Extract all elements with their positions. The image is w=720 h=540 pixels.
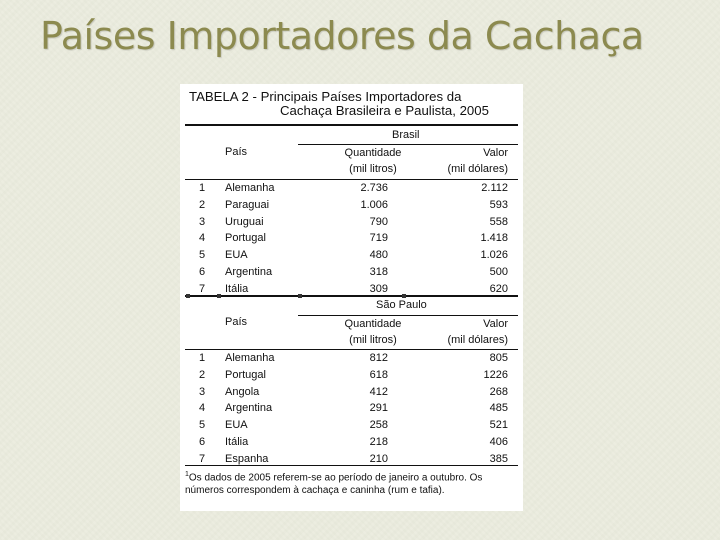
- rank-cell: 2: [199, 198, 206, 211]
- country-cell: Paraguai: [225, 198, 270, 211]
- qty-cell: 812: [369, 352, 388, 364]
- qty-cell: 618: [369, 368, 388, 381]
- marker: [186, 294, 190, 298]
- qty-cell: 318: [369, 266, 388, 278]
- rank-cell: 1: [199, 352, 206, 364]
- country-cell: Itália: [225, 282, 249, 295]
- footnote: [185, 469, 517, 497]
- val-cell: 521: [489, 419, 508, 432]
- qty-cell: 2.736: [360, 182, 388, 194]
- caption-line-1: TABELA 2 - Principais Países Importadores da: [189, 89, 462, 104]
- qty-cell: 210: [369, 452, 388, 465]
- country-cell: Espanha: [225, 452, 269, 465]
- val-cell: 1226: [483, 368, 508, 381]
- val-cell: 620: [489, 282, 508, 295]
- rank-cell: 6: [199, 266, 206, 278]
- qty-cell: 719: [369, 232, 388, 245]
- section-rule: [298, 315, 518, 316]
- country-cell: EUA: [225, 249, 248, 262]
- val-cell: 593: [489, 198, 508, 211]
- section-rule: [298, 144, 518, 145]
- header-qty-unit: (mil litros): [349, 334, 397, 346]
- rank-cell: 2: [199, 368, 206, 381]
- rank-cell: 5: [199, 249, 206, 262]
- header-value: Valor: [483, 318, 508, 330]
- qty-cell: 412: [369, 385, 388, 398]
- country-cell: Uruguai: [225, 215, 264, 228]
- val-cell: 805: [489, 352, 508, 364]
- section-title-sao-paulo: São Paulo: [376, 299, 427, 311]
- marker: [217, 294, 221, 298]
- section-divider: [185, 295, 518, 297]
- val-cell: 485: [489, 402, 508, 415]
- footnote-mark: 1: [185, 471, 189, 478]
- table-image: [180, 84, 523, 511]
- bottom-rule: [185, 465, 518, 466]
- header-value-unit: (mil dólares): [447, 334, 508, 346]
- val-cell: 268: [489, 385, 508, 398]
- country-cell: Alemanha: [225, 352, 275, 364]
- marker: [298, 294, 302, 298]
- country-cell: Angola: [225, 385, 260, 398]
- country-cell: Portugal: [225, 368, 266, 381]
- table-caption: [189, 90, 517, 118]
- rank-cell: 6: [199, 436, 206, 448]
- country-cell: Alemanha: [225, 182, 275, 194]
- header-qty: Quantidade: [344, 147, 402, 159]
- qty-cell: 480: [369, 249, 388, 262]
- country-cell: Argentina: [225, 402, 273, 415]
- header-value: Valor: [483, 147, 508, 159]
- rank-cell: 4: [199, 232, 206, 245]
- header-value-unit: (mil dólares): [447, 163, 508, 175]
- marker: [402, 294, 406, 298]
- country-cell: Itália: [225, 436, 249, 448]
- val-cell: 1.418: [480, 232, 508, 245]
- country-cell: EUA: [225, 419, 248, 432]
- rank-cell: 1: [199, 182, 206, 194]
- qty-cell: 309: [369, 282, 388, 295]
- top-rule: [185, 124, 518, 126]
- val-cell: 385: [489, 452, 508, 465]
- qty-cell: 790: [369, 215, 388, 228]
- header-country: País: [225, 146, 248, 158]
- rank-cell: 4: [199, 402, 206, 415]
- country-cell: Argentina: [225, 266, 273, 278]
- rank-cell: 7: [199, 452, 206, 465]
- header-country: País: [225, 316, 248, 328]
- qty-cell: 1.006: [360, 198, 388, 211]
- header-rule: [185, 179, 518, 180]
- qty-cell: 291: [369, 402, 388, 415]
- qty-cell: 218: [369, 436, 388, 448]
- rank-cell: 3: [199, 385, 206, 398]
- rank-cell: 5: [199, 419, 206, 432]
- val-cell: 2.112: [481, 182, 508, 194]
- header-qty-unit: (mil litros): [349, 163, 397, 175]
- section-title-brasil: Brasil: [392, 129, 420, 141]
- val-cell: 500: [489, 266, 508, 278]
- header-qty: Quantidade: [344, 318, 402, 330]
- caption-line-2: Cachaça Brasileira e Paulista, 2005: [280, 103, 489, 118]
- country-cell: Portugal: [225, 232, 266, 245]
- qty-cell: 258: [369, 419, 388, 432]
- rank-cell: 7: [199, 282, 206, 295]
- val-cell: 1.026: [480, 249, 508, 262]
- val-cell: 558: [489, 215, 508, 228]
- val-cell: 406: [489, 436, 508, 448]
- slide-title: Países Importadores da Cachaça: [40, 14, 644, 58]
- rank-cell: 3: [199, 215, 206, 228]
- footnote-text: Os dados de 2005 referem-se ao período de janeiro a outubro. Os números correspondem à cachaça e caninha (rum e tafia).: [185, 472, 483, 496]
- header-rule: [185, 349, 518, 350]
